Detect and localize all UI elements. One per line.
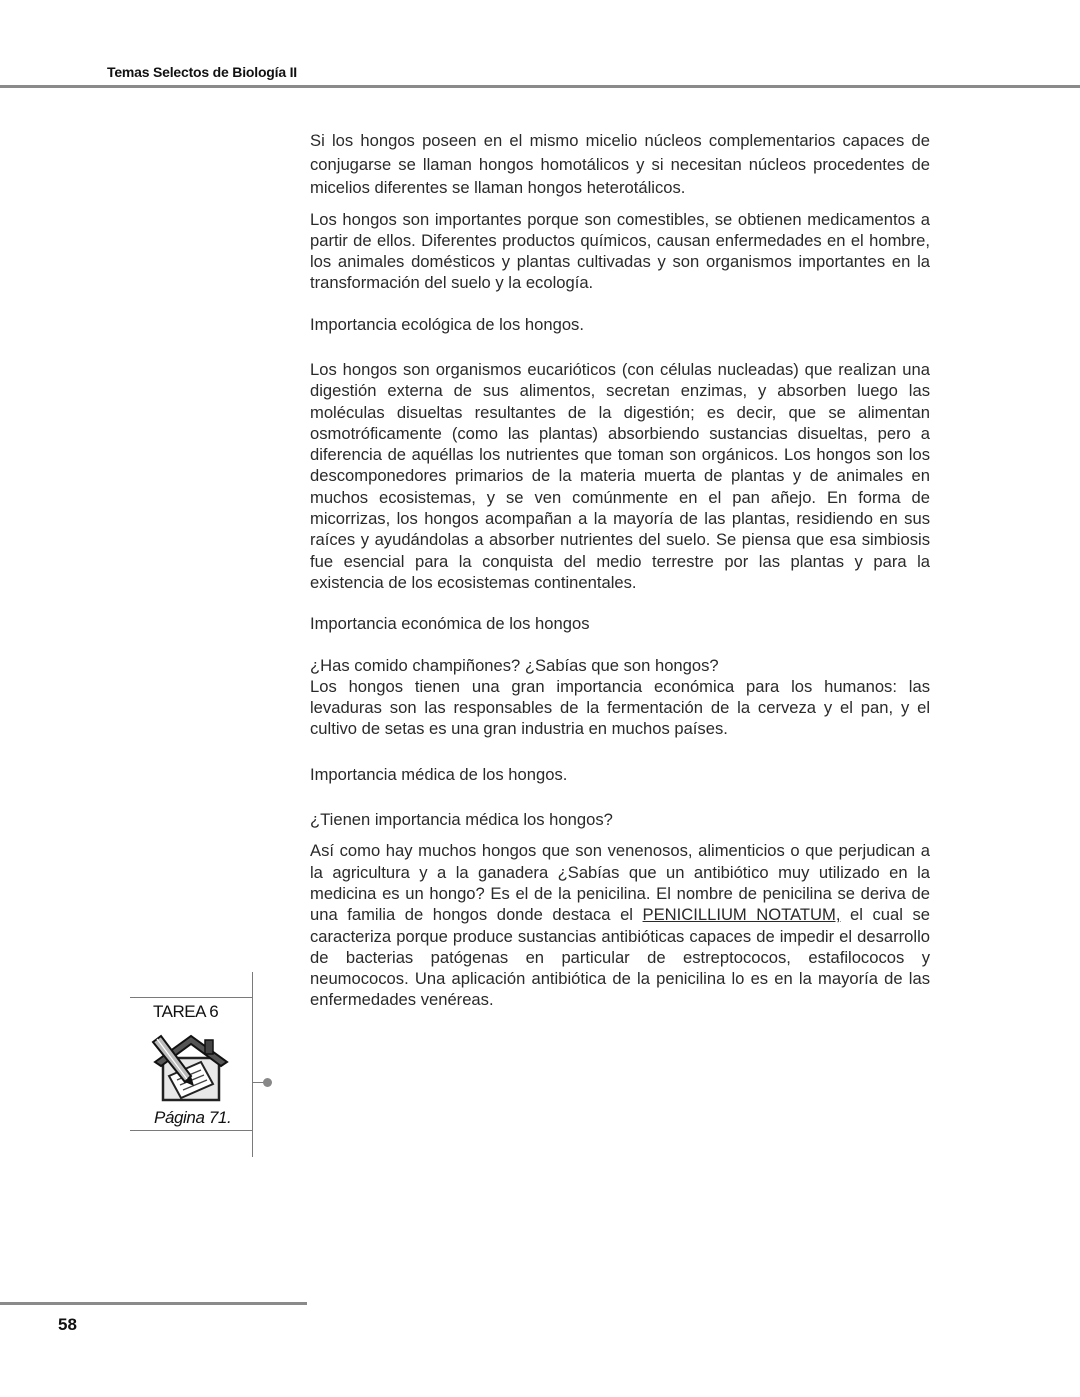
paragraph-ecologica: Los hongos son organismos eucarióticos (con células nucleadas) que realizan una digestión externa de sus alimentos, secretan enzimas, y absorben luego las moléculas disueltas resultantes de la digestión; es decir, que se alimentan osmotróficamente (como las plantas) absorbiendo sustancias disueltas, pero a diferencia de aquéllas los nutrientes que toman son orgánicos. Los hongos son los descomponedores primarios de la materia muerta de plantas y de animales en muchos ecosistemas, y se ven comúnmente en el pan añejo. En forma de micorrizas, los hongos acompañan a la mayoría de las plantas, residiendo en sus raíces y ayudándolas a absorber nutrientes del suelo. Se piensa que esa simbiosis fue esencial para la conquista del medio terrestre por las plantas y para la existencia de los ecosistemas continentales. (310, 359, 930, 592)
running-header: Temas Selectos de Biología II (107, 64, 298, 80)
paragraph-medica-part1: Así como hay muchos hongos que son venenosos, alimenticios o que perjudican a la agricultura y a la ganadera ¿Sabías que un antibiótico muy utilizado en la medicina es un hongo? Es el de la penicilina. El nombre de penicilina se deriva de una familia de hongos donde destaca el (310, 841, 930, 925)
homework-house-pencil-icon (149, 1032, 231, 1104)
paragraph-homotalicos: Si los hongos poseen en el mismo micelio núcleos complementarios capaces de conjugarse se llaman hongos homotálicos y si necesitan núcleos procedentes de micelios diferentes se llaman hongos heterotálicos. (310, 131, 930, 197)
paragraph-medica (310, 840, 930, 1010)
question-champinones: ¿Has comido champiñones? ¿Sabías que son hongos? (310, 655, 719, 675)
paragraph-medica-part2: el cual se caracteriza porque produce sustancias antibióticas capaces de impedir el desarrollo de bacterias patógenas en particular de estreptococos, estafilococos y neumococos. Una aplicación antibiótica de la penicilina lo es en la mayoría de las enfermedades venéreas. (310, 905, 931, 1010)
question-importancia-medica: ¿Tienen importancia médica los hongos? (310, 810, 613, 830)
heading-importancia-economica: Importancia económica de los hongos (310, 614, 590, 634)
paragraph-importancia: Los hongos son importantes porque son comestibles, se obtienen medicamentos a partir de ellos. Diferentes productos químicos, causan enfermedades en el hombre, los animales domésticos y plantas cultivadas y son organismos importantes en la transformación del suelo y la ecología. (310, 209, 930, 293)
tarea-label: TAREA 6 (153, 1002, 219, 1021)
tarea-page-reference: Página 71. (154, 1108, 232, 1127)
tarea-connector-dot (263, 1078, 272, 1087)
header-rule (0, 85, 1080, 88)
footer-rule (0, 1302, 307, 1305)
main-content (310, 129, 930, 1011)
page-number: 58 (58, 1315, 77, 1334)
heading-importancia-ecologica: Importancia ecológica de los hongos. (310, 314, 584, 334)
penicillium-term: PENICILLIUM NOTATUM, (642, 905, 841, 925)
paragraph-economica: Los hongos tienen una gran importancia económica para los humanos: las levaduras son las responsables de la fermentación de la cerveza y el pan, y el cultivo de setas es una gran industria en muchos países. (310, 676, 930, 739)
tarea-bottom-rule (130, 1130, 253, 1131)
tarea-top-rule (130, 997, 253, 998)
heading-importancia-medica: Importancia médica de los hongos. (310, 764, 568, 784)
